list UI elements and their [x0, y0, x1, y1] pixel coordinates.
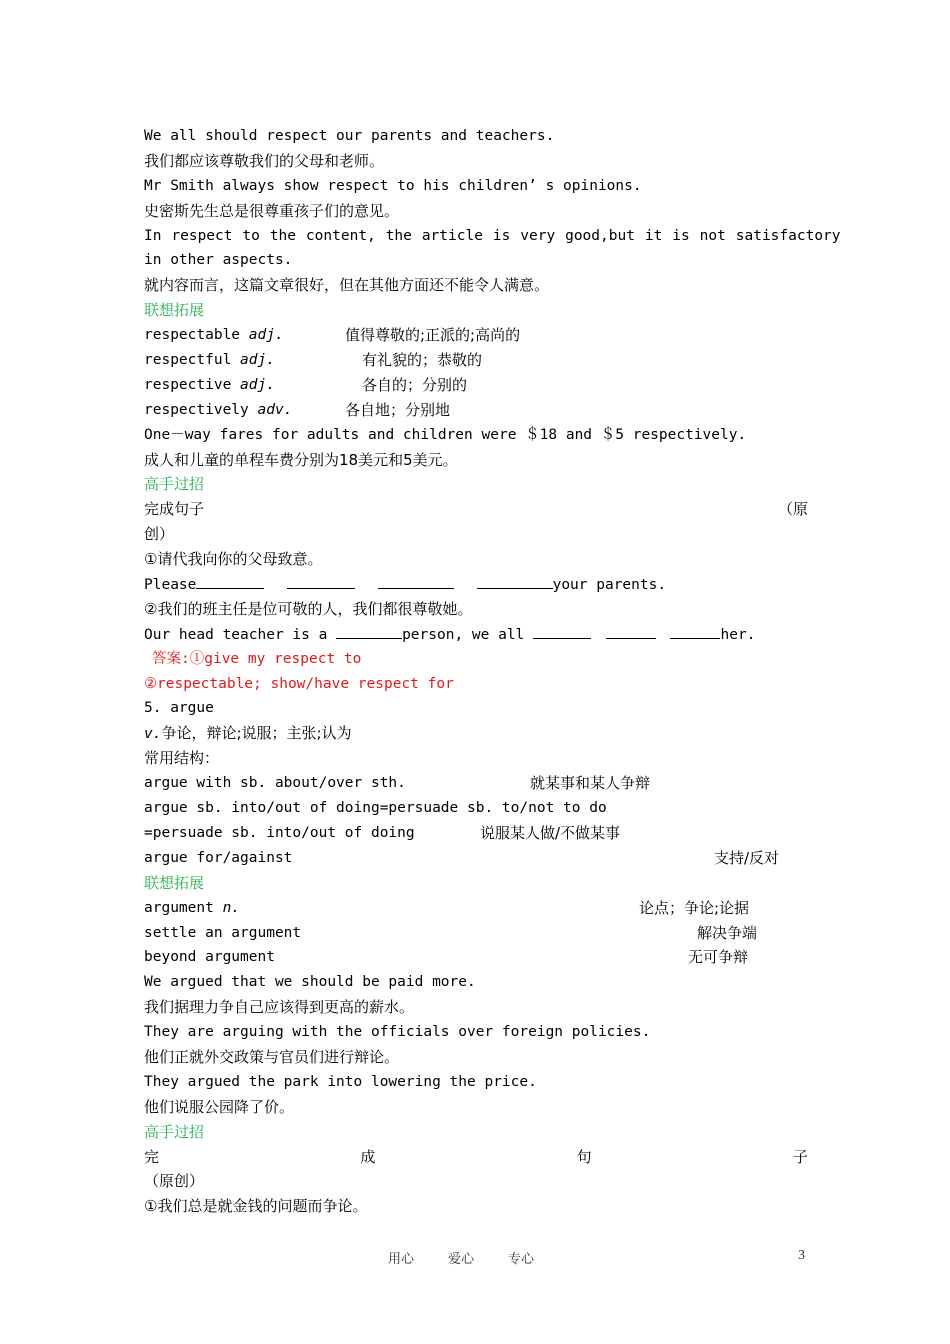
vocab-entry — [144, 896, 808, 921]
vocab-word: respective — [144, 376, 241, 393]
structure-entry — [144, 821, 808, 846]
exercise-title-justified — [144, 1145, 808, 1170]
part-of-speech: adj. — [240, 352, 275, 369]
vocab-entry — [144, 398, 808, 423]
fill-text: person, we all — [402, 626, 534, 643]
section-title: 5. argue — [144, 700, 214, 717]
exercise-title-row — [144, 497, 808, 522]
section-heading-practice: 高手过招 — [144, 1122, 205, 1141]
section-heading-extension: 联想拓展 — [144, 873, 205, 892]
vocab-definition: 无可争辩 — [688, 948, 749, 967]
answer-blank[interactable] — [670, 622, 720, 639]
part-of-speech: v. — [144, 726, 162, 743]
vocab-definition: 值得尊敬的;正派的;高尚的 — [345, 326, 521, 345]
exercise-title-char: 句 — [576, 1147, 592, 1166]
answer-blank[interactable] — [378, 572, 454, 589]
definition-line — [144, 721, 808, 746]
part-of-speech: adj. — [248, 327, 284, 344]
part-of-speech: adv. — [257, 401, 293, 418]
structure-phrase: argue for/against — [144, 849, 293, 866]
vocab-definition: 有礼貌的；恭敬的 — [362, 351, 483, 370]
structure-meaning: 就某事和某人争辩 — [530, 774, 651, 793]
answer-line: 答案:①give my respect to — [152, 650, 362, 667]
footer-motto — [388, 1248, 568, 1267]
fill-text: Our head teacher is a — [144, 626, 337, 643]
translation: 他们说服公园降了价。 — [144, 1097, 295, 1116]
exercise-question: ②我们的班主任是位可敬的人，我们都很尊敬她。 — [144, 599, 473, 618]
exercise-question: ①我们总是就金钱的问题而争论。 — [144, 1197, 368, 1216]
exercise-title-char: 成 — [360, 1147, 376, 1166]
definition-text: 争论，辩论;说服；主张;认为 — [161, 724, 352, 743]
vocab-phrase: beyond argument — [144, 949, 275, 966]
footer-word: 专心 — [508, 1252, 535, 1267]
structure-entry: argue sb. into/out of doing=persuade sb. to/not to do — [144, 800, 607, 817]
part-of-speech: n. — [222, 899, 241, 916]
vocab-definition: 各自地；分别地 — [345, 400, 451, 419]
fill-text: her. — [720, 626, 756, 643]
vocab-definition: 各自的；分别的 — [362, 375, 468, 394]
section-heading-extension: 联想拓展 — [144, 301, 205, 320]
exercise-title-char: 完 — [144, 1147, 160, 1166]
example-sentence: They argued the park into lowering the price. — [144, 1073, 537, 1090]
example-sentence — [144, 224, 841, 249]
vocab-word: respectful — [144, 352, 241, 369]
exercise-title: 完成句子 — [144, 500, 205, 519]
exercise-source: （原 — [777, 500, 808, 519]
vocab-entry — [144, 373, 808, 398]
footer-word: 爱心 — [448, 1252, 475, 1267]
translation: 史密斯先生总是很尊重孩子们的意见。 — [144, 201, 400, 220]
structure-meaning: 说服某人做/不做某事 — [480, 823, 621, 842]
answer-blank[interactable] — [606, 622, 656, 639]
page-footer — [0, 1248, 950, 1268]
vocab-entry — [144, 348, 808, 373]
example-sentence-cont: in other aspects. — [144, 252, 293, 269]
vocab-entry — [144, 921, 808, 946]
structure-phrase: argue with sb. about/over sth. — [144, 775, 406, 792]
translation: 他们正就外交政策与官员们进行辩论。 — [144, 1047, 400, 1066]
footer-word: 用心 — [388, 1252, 415, 1267]
translation: 成人和儿童的单程车费分别为18美元和5美元。 — [144, 450, 458, 469]
vocab-phrase: settle an argument — [144, 924, 302, 941]
vocab-definition: 论点；争论;论据 — [639, 898, 750, 917]
translation: 我们据理力争自己应该得到更高的薪水。 — [144, 998, 415, 1017]
fill-in-line — [144, 622, 808, 647]
fill-text: your parents. — [552, 577, 667, 594]
vocab-definition: 解决争端 — [697, 923, 758, 942]
example-sentence: They are arguing with the officials over foreign policies. — [144, 1024, 651, 1041]
answer-blank[interactable] — [477, 572, 553, 589]
exercise-source: （原创） — [144, 1172, 205, 1191]
page-content — [144, 124, 841, 1219]
structure-entry — [144, 846, 808, 871]
answer-blank[interactable] — [196, 572, 264, 589]
answer-blank[interactable] — [533, 622, 591, 639]
answer-line: ②respectable; show/have respect for — [144, 675, 454, 692]
fill-text: Please — [144, 577, 197, 594]
page-number: 3 — [798, 1248, 805, 1263]
vocab-word: respectively — [144, 401, 258, 418]
translation: 我们都应该尊敬我们的父母和老师。 — [144, 151, 385, 170]
example-sentence: We argued that we should be paid more. — [144, 974, 476, 991]
section-heading-practice: 高手过招 — [144, 475, 205, 494]
exercise-source-cont: 创） — [144, 525, 175, 544]
structure-phrase: =persuade sb. into/out of doing — [144, 824, 415, 841]
structure-heading: 常用结构： — [144, 749, 220, 768]
answer-blank[interactable] — [336, 622, 402, 639]
answer-blank[interactable] — [287, 572, 355, 589]
structure-entry — [144, 771, 808, 796]
part-of-speech: adj. — [240, 376, 275, 393]
example-sentence: We all should respect our parents and teachers. — [144, 128, 555, 144]
vocab-word: argument — [144, 899, 223, 916]
exercise-title-char: 子 — [792, 1147, 808, 1166]
example-sentence: One－way fares for adults and children were ＄18 and ＄5 respectively. — [144, 426, 747, 443]
example-sentence: Mr Smith always show respect to his children’ s opinions. — [144, 177, 642, 194]
vocab-word: respectable — [144, 327, 249, 344]
vocab-entry — [144, 323, 808, 348]
fill-in-line — [144, 572, 808, 597]
sentence-text: In respect to the content, the article is very good,but it is not satisfactory — [144, 227, 841, 244]
structure-meaning: 支持/反对 — [714, 848, 780, 867]
exercise-question: ①请代我向你的父母致意。 — [144, 550, 323, 569]
vocab-entry — [144, 945, 808, 970]
translation: 就内容而言，这篇文章很好，但在其他方面还不能令人满意。 — [144, 276, 550, 295]
